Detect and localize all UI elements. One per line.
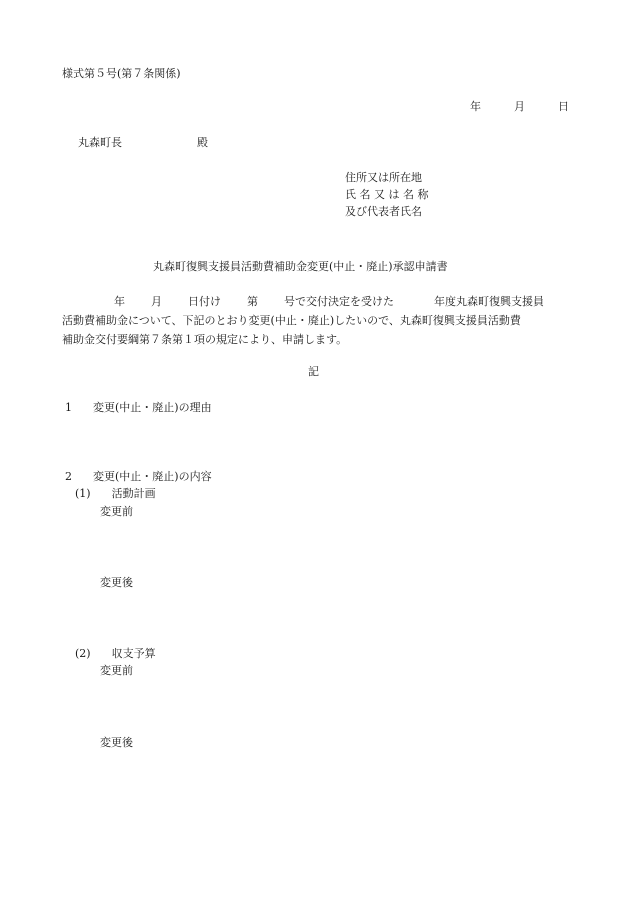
- applicant-representative-label: 及び代表者氏名: [345, 205, 422, 218]
- subsection-1-label: 活動計画: [111, 487, 156, 500]
- subsection-2-number: (2): [75, 647, 91, 660]
- date-year-label: 年: [470, 100, 481, 113]
- addressee-name: 丸森町長: [78, 136, 122, 149]
- body-paragraph: [62, 292, 572, 349]
- subsection-2-label: 収支予算: [111, 647, 156, 660]
- body-nendo-text: 年度丸森町復興支援員: [434, 295, 544, 308]
- body-line-2: 活動費補助金について、下記のとおり変更(中止・廃止)したいので、丸森町復興支援員活動費: [62, 314, 521, 327]
- section-1-heading: [65, 401, 212, 415]
- body-go-text: 号で交付決定を受けた: [284, 295, 394, 308]
- section-1-number: 1: [65, 401, 72, 414]
- section-2-number: 2: [65, 470, 72, 483]
- body-dai: 第: [247, 295, 258, 308]
- addressee-line: [78, 136, 208, 150]
- form-number-label: 様式第５号(第７条関係): [62, 67, 181, 80]
- section-2-label: 変更(中止・廃止)の内容: [93, 470, 212, 483]
- date-line: [470, 100, 569, 114]
- ki-heading: 記: [308, 365, 319, 378]
- body-line-3: 補助金交付要綱第７条第１項の規定により、申請します。: [62, 333, 348, 346]
- subsection-2-before-label: 変更前: [100, 664, 133, 677]
- subsection-2-after-label: 変更後: [100, 736, 133, 749]
- addressee-honorific: 殿: [197, 136, 208, 149]
- section-2-heading: [65, 470, 212, 484]
- body-line-1: [62, 292, 572, 311]
- subsection-1-before-label: 変更前: [100, 505, 133, 518]
- body-day-tsuke: 日付け: [188, 295, 221, 308]
- applicant-name-label: 氏 名 又 は 名 称: [345, 188, 429, 201]
- applicant-address-label: 住所又は所在地: [345, 171, 422, 184]
- subsection-1-number: (1): [75, 487, 91, 500]
- body-month: 月: [151, 295, 162, 308]
- body-year: 年: [114, 295, 125, 308]
- subsection-1-after-label: 変更後: [100, 576, 133, 589]
- subsection-1-heading: [75, 487, 156, 501]
- date-day-label: 日: [558, 100, 569, 113]
- subsection-2-heading: [75, 647, 156, 661]
- section-1-label: 変更(中止・廃止)の理由: [93, 401, 212, 414]
- document-title: 丸森町復興支援員活動費補助金変更(中止・廃止)承認申請書: [153, 260, 448, 273]
- date-month-label: 月: [514, 100, 525, 113]
